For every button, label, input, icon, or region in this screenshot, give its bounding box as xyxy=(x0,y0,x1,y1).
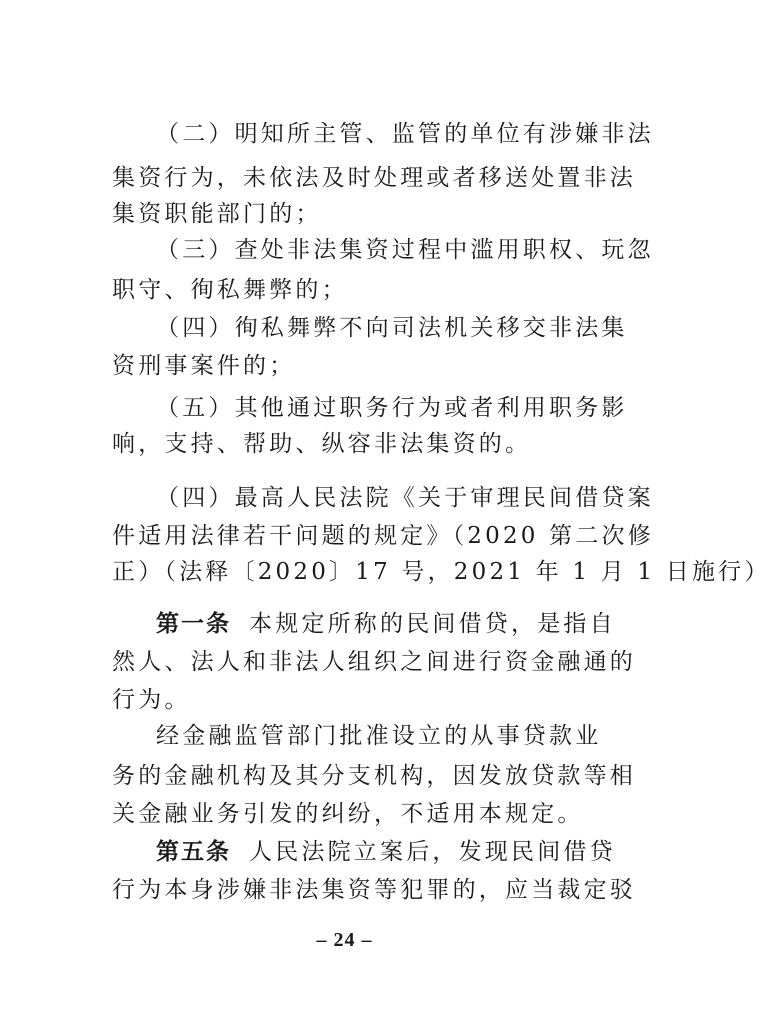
article-1-text: 本规定所称的民间借贷，是指自 xyxy=(249,611,616,637)
article-1-label: 第一条 xyxy=(156,611,231,637)
section-heading-line-1: （四）最高人民法院《关于审理民间借贷案 xyxy=(156,485,654,511)
article-5-text: 人民法院立案后，发现民间借贷 xyxy=(249,839,616,865)
paragraph-4-line-1: （四）徇私舞弊不向司法机关移交非法集 xyxy=(156,315,628,341)
article-5-label: 第五条 xyxy=(156,839,231,865)
article-5-line-1 xyxy=(156,832,616,872)
article-1-para-2-line-3: 关金融业务引发的纠纷，不适用本规定。 xyxy=(112,801,584,827)
article-5-line-2: 行为本身涉嫌非法集资等犯罪的，应当裁定驳 xyxy=(112,877,636,903)
paragraph-2-line-3: 集资职能部门的； xyxy=(112,201,322,227)
section-heading-line-2: 件适用法律若干问题的规定》（2020 第二次修 xyxy=(112,523,654,549)
paragraph-3-line-1: （三）查处非法集资过程中滥用职权、玩忽 xyxy=(156,237,654,263)
paragraph-2-line-1: （二）明知所主管、监管的单位有涉嫌非法 xyxy=(156,121,654,147)
article-1-para-2-line-1: 经金融监管部门批准设立的从事贷款业 xyxy=(156,723,602,749)
paragraph-2-line-2: 集资行为，未依法及时处理或者移送处置非法 xyxy=(112,165,636,191)
article-1-line-2: 然人、法人和非法人组织之间进行资金融通的 xyxy=(112,649,636,675)
paragraph-4-line-2: 资刑事案件的； xyxy=(112,353,296,379)
article-1-line-1 xyxy=(156,604,616,644)
section-heading-line-3: 正）（法释〔2020〕17 号，2021 年 1 月 1 日施行） xyxy=(112,559,771,585)
article-1-para-2-line-2: 务的金融机构及其分支机构，因发放贷款等相 xyxy=(112,763,636,789)
paragraph-3-line-2: 职守、徇私舞弊的； xyxy=(112,277,348,303)
paragraph-5-line-2: 响，支持、帮助、纵容非法集资的。 xyxy=(112,431,532,457)
page-number: – 24 – xyxy=(316,929,373,951)
paragraph-5-line-1: （五）其他通过职务行为或者利用职务影 xyxy=(156,395,628,421)
article-1-line-3: 行为。 xyxy=(112,687,191,713)
